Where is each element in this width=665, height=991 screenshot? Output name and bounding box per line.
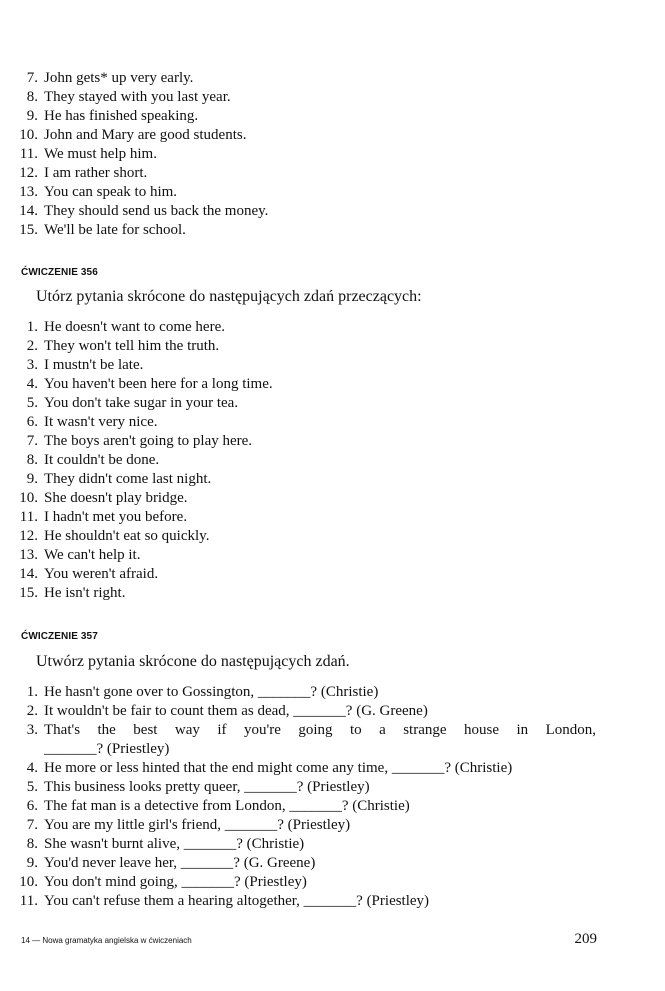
exercise-357-instruction: Utwórz pytania skrócone do następujących zdań. [36, 653, 350, 670]
page-number: 209 [574, 931, 597, 947]
exercise-356-instruction: Utórz pytania skrócone do następujących zdań przeczących: [36, 288, 422, 305]
exercise-357-heading: ĆWICZENIE 357 [21, 631, 98, 642]
exercise-356-heading: ĆWICZENIE 356 [21, 267, 98, 278]
footer-note: 14 — Nowa gramatyka angielska w ćwiczeniach [21, 936, 192, 945]
